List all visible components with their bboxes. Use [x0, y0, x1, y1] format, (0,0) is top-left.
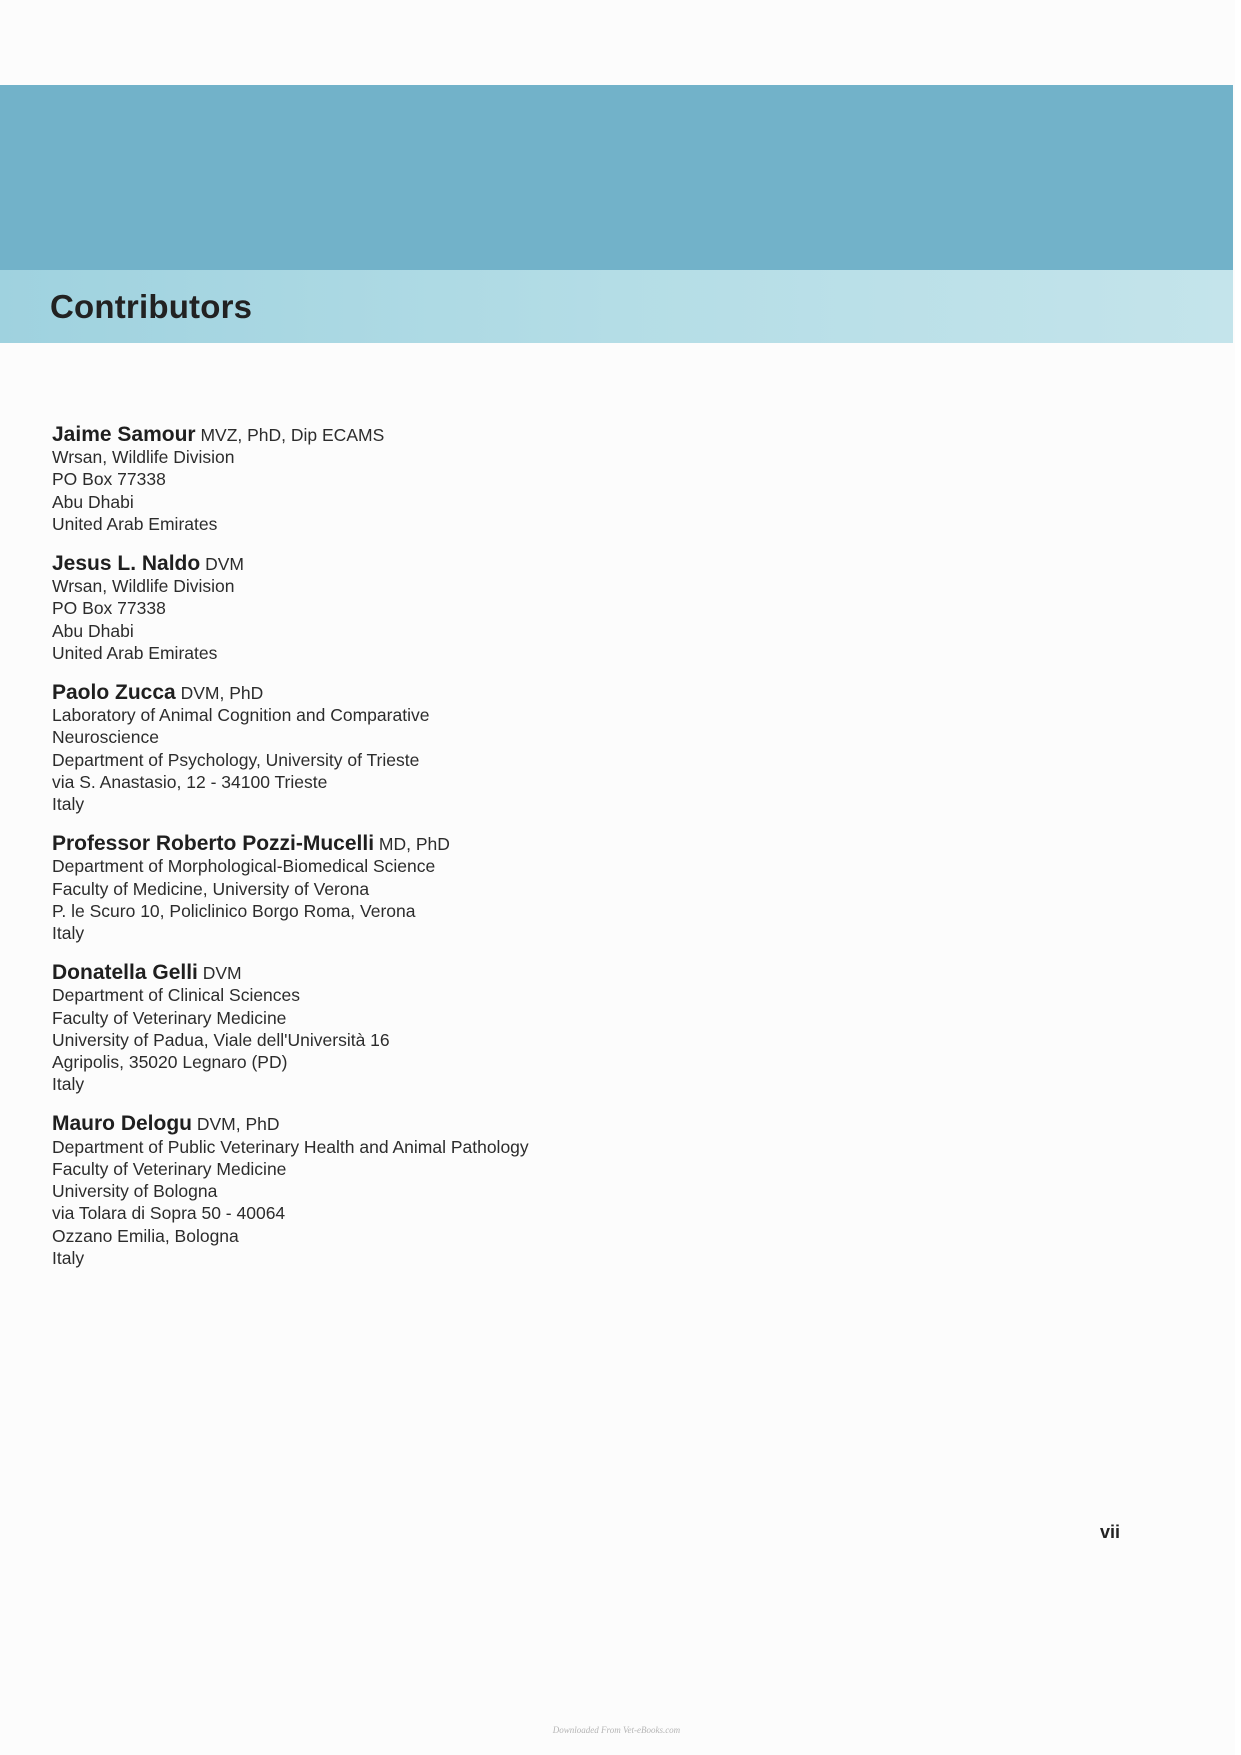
page-number: vii: [1100, 1522, 1121, 1542]
address-line: Wrsan, Wildlife Division: [52, 447, 235, 468]
address-line: Neuroscience: [52, 727, 159, 748]
address-line: Laboratory of Animal Cognition and Comparative: [52, 705, 430, 726]
contributor-name: Jesus L. Naldo: [52, 552, 201, 576]
contributor-entry: [52, 962, 612, 1095]
address-line: PO Box 77338: [52, 598, 166, 619]
address-line: Abu Dhabi: [52, 620, 134, 641]
address-line: Italy: [52, 794, 85, 815]
contributor-qualifications: DVM, PhD: [196, 1114, 280, 1135]
address-line: Faculty of Medicine, University of Verona: [52, 878, 370, 899]
contributor-entry: [52, 682, 612, 815]
address-line: Department of Clinical Sciences: [52, 985, 301, 1006]
contributor-name-line: [52, 424, 612, 446]
contributor-name: Paolo Zucca: [52, 681, 176, 705]
contributor-qualifications: MD, PhD: [378, 834, 450, 855]
address-line: via Tolara di Sopra 50 - 40064: [52, 1203, 286, 1224]
address-line: Wrsan, Wildlife Division: [52, 576, 235, 597]
address-line: University of Bologna: [52, 1181, 218, 1202]
contributor-name-line: [52, 553, 612, 575]
contributor-qualifications: MVZ, PhD, Dip ECAMS: [200, 425, 385, 445]
address-line: Department of Psychology, University of Trieste: [52, 749, 420, 770]
contributor-qualifications: DVM: [205, 554, 244, 575]
address-line: Faculty of Veterinary Medicine: [52, 1158, 287, 1179]
contributor-entry: [52, 424, 612, 535]
address-line: Italy: [52, 923, 85, 944]
contributor-name: Donatella Gelli: [52, 961, 198, 985]
contributor-name-line: [52, 962, 612, 984]
contributor-qualifications: DVM, PhD: [180, 683, 264, 704]
address-line: P. le Scuro 10, Policlinico Borgo Roma, Verona: [52, 900, 416, 921]
contributor-entry: [52, 1113, 612, 1268]
contributor-name-line: [52, 1113, 612, 1135]
address-line: Faculty of Veterinary Medicine: [52, 1007, 287, 1028]
contributor-entry: [52, 833, 612, 944]
contributor-name-line: [52, 682, 612, 704]
contributor-entry: [52, 553, 612, 664]
page-title: Contributors: [50, 288, 253, 325]
footer-note: Downloaded From Vet-eBooks.com: [552, 1725, 681, 1735]
contributor-name: Professor Roberto Pozzi-Mucelli: [52, 832, 375, 856]
address-line: via S. Anastasio, 12 - 34100 Trieste: [52, 771, 328, 792]
address-line: University of Padua, Viale dell'Università 16: [52, 1029, 390, 1050]
contributor-name: Jaime Samour: [52, 423, 196, 446]
address-line: Italy: [52, 1247, 85, 1268]
address-line: United Arab Emirates: [52, 642, 218, 663]
address-line: Italy: [52, 1074, 85, 1095]
contributor-name: Mauro Delogu: [52, 1112, 192, 1136]
address-line: Ozzano Emilia, Bologna: [52, 1225, 239, 1246]
contributors-list: [52, 424, 612, 1287]
contributor-name-line: [52, 833, 612, 855]
address-line: Department of Morphological-Biomedical Science: [52, 856, 436, 877]
address-line: Agripolis, 35020 Legnaro (PD): [52, 1052, 288, 1073]
page-edge: [1235, 0, 1241, 1755]
contributor-qualifications: DVM: [202, 963, 242, 984]
address-line: United Arab Emirates: [52, 513, 218, 534]
address-line: Department of Public Veterinary Health and Animal Pathology: [52, 1136, 529, 1157]
header-band: [0, 85, 1233, 275]
address-line: PO Box 77338: [52, 469, 166, 490]
address-line: Abu Dhabi: [52, 491, 134, 512]
